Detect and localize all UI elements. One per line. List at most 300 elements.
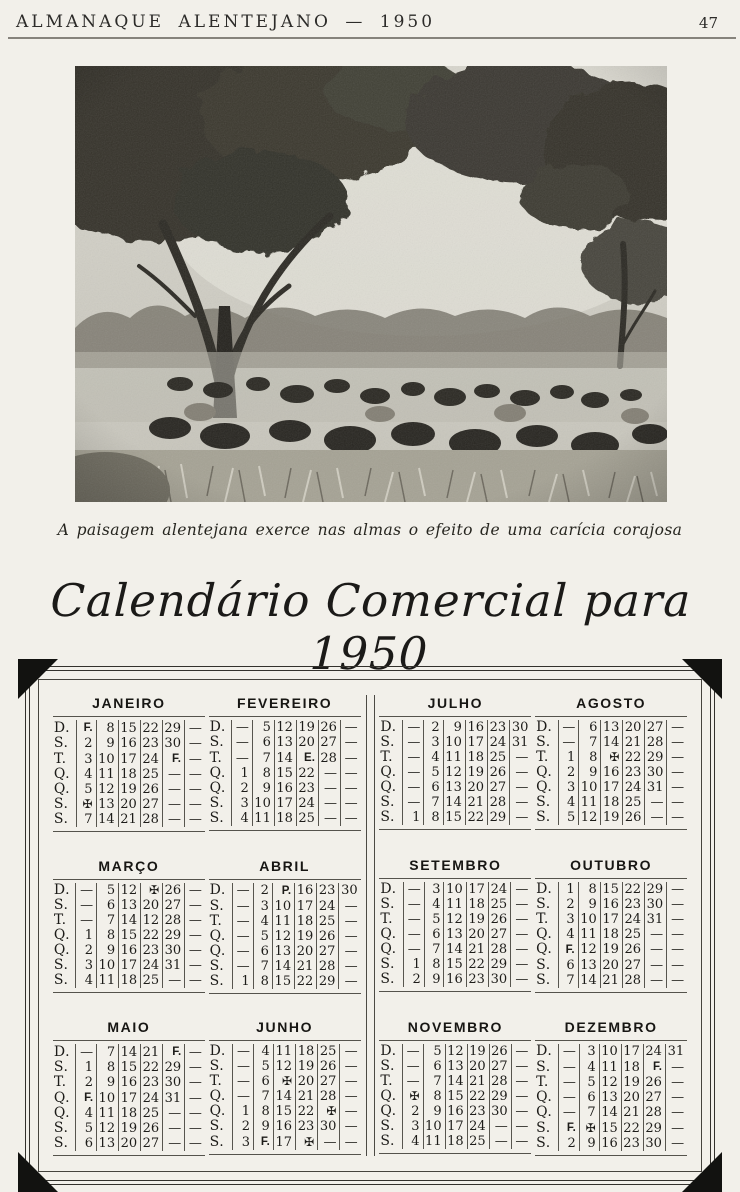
empty-dash: — bbox=[671, 810, 685, 825]
day-cell bbox=[511, 942, 532, 957]
weekday-row bbox=[535, 912, 687, 927]
day-cell bbox=[665, 1136, 687, 1151]
day-cell: 1 bbox=[232, 1104, 253, 1119]
day-cell: 19 bbox=[621, 1075, 643, 1090]
day-of-week-label: T. bbox=[209, 912, 223, 929]
day-cell: 23 bbox=[296, 781, 318, 796]
day-cell: 22 bbox=[141, 1060, 163, 1075]
photo-caption: A paisagem alentejana exerce nas almas o efeito de uma carícia corajosa bbox=[57, 521, 683, 539]
weekday-row bbox=[209, 899, 361, 914]
empty-dash: — bbox=[236, 1044, 250, 1059]
day-of-week-label: T. bbox=[209, 1073, 223, 1089]
empty-dash: — bbox=[344, 1119, 358, 1134]
day-cell: 22 bbox=[295, 974, 317, 989]
day-cell: 26 bbox=[488, 765, 510, 780]
day-of-week-label: T. bbox=[209, 749, 223, 766]
month-table bbox=[535, 720, 687, 825]
day-of-week-label: S. bbox=[380, 970, 395, 987]
weekday-row bbox=[379, 1104, 531, 1119]
weekday-row bbox=[209, 1119, 361, 1134]
day-cell bbox=[184, 782, 204, 797]
empty-dash: — bbox=[344, 913, 358, 929]
day-cell: 20 bbox=[467, 1059, 489, 1074]
day-cell: 27 bbox=[163, 898, 185, 913]
day-cell: 3 bbox=[76, 958, 97, 973]
day-of-week-label: D. bbox=[380, 880, 397, 897]
day-cell: 18 bbox=[296, 1044, 318, 1059]
day-cell: 26 bbox=[489, 1044, 511, 1059]
empty-dash: — bbox=[236, 913, 250, 929]
weekday-row bbox=[379, 897, 531, 912]
day-cell bbox=[185, 883, 205, 898]
day-cell: 14 bbox=[119, 913, 141, 928]
day-cell bbox=[665, 1105, 687, 1120]
day-cell bbox=[162, 782, 184, 797]
month-name: JULHO bbox=[427, 695, 484, 711]
weekday-row bbox=[379, 972, 531, 987]
empty-dash: — bbox=[494, 1119, 508, 1134]
day-cell: 13 bbox=[96, 797, 118, 812]
day-cell: 23 bbox=[317, 883, 339, 899]
day-cell: 13 bbox=[274, 735, 296, 750]
day-cell: 23 bbox=[141, 1075, 163, 1090]
day-of-week-label: S. bbox=[536, 1058, 551, 1075]
day-cell: 18 bbox=[445, 1134, 467, 1149]
day-cell: 24 bbox=[488, 882, 510, 897]
day-cell: 29 bbox=[163, 928, 185, 943]
day-cell: 9 bbox=[424, 972, 444, 987]
day-cell: 14 bbox=[599, 1105, 621, 1120]
day-cell: 14 bbox=[444, 942, 466, 957]
month-table bbox=[379, 720, 531, 825]
empty-dash: — bbox=[235, 735, 249, 750]
day-cell: 3 bbox=[424, 735, 443, 750]
day-cell: 21 bbox=[621, 1105, 643, 1120]
day-cell bbox=[76, 913, 97, 928]
holiday-letter: F. bbox=[260, 1136, 270, 1148]
day-of-week-label: S. bbox=[536, 895, 551, 912]
day-cell: 28 bbox=[622, 973, 644, 988]
day-cell bbox=[558, 1044, 579, 1059]
day-cell bbox=[185, 1136, 205, 1151]
empty-dash: — bbox=[562, 1059, 576, 1075]
day-cell: 2 bbox=[232, 781, 253, 796]
day-cell: 9 bbox=[252, 781, 274, 796]
day-cell: 7 bbox=[424, 795, 443, 810]
day-cell bbox=[402, 1074, 423, 1089]
weekday-row bbox=[209, 781, 361, 796]
day-of-week-label: Q. bbox=[380, 1088, 397, 1104]
religious-feast-cross-icon: ✠ bbox=[149, 882, 160, 897]
day-cell: 30 bbox=[489, 1104, 511, 1119]
day-cell: 5 bbox=[253, 1059, 273, 1074]
day-cell: 21 bbox=[466, 942, 488, 957]
month-name: OUTUBRO bbox=[570, 856, 653, 873]
day-cell: 10 bbox=[444, 882, 466, 897]
day-cell: 10 bbox=[579, 780, 601, 795]
day-cell: 12 bbox=[445, 1044, 467, 1059]
empty-dash: — bbox=[188, 972, 202, 988]
day-cell: 30 bbox=[162, 736, 184, 751]
empty-dash: — bbox=[167, 797, 181, 812]
day-cell: 11 bbox=[96, 767, 118, 782]
day-cell: 2 bbox=[558, 765, 579, 780]
day-cell: 22 bbox=[622, 882, 644, 897]
day-cell: 1 bbox=[76, 928, 97, 943]
empty-dash: — bbox=[515, 750, 529, 765]
day-of-week-label: S. bbox=[53, 956, 69, 973]
day-cell bbox=[76, 883, 97, 898]
day-cell: 18 bbox=[601, 795, 623, 810]
weekday-row bbox=[379, 810, 531, 825]
page-header-title: ALMANAQUE ALENTEJANO — 1950 bbox=[16, 12, 436, 32]
day-cell bbox=[667, 810, 687, 825]
empty-dash: — bbox=[344, 1044, 358, 1059]
day-cell: 28 bbox=[318, 750, 340, 766]
day-cell: 28 bbox=[163, 913, 185, 928]
day-of-week-label: D. bbox=[53, 881, 71, 898]
month-table-wrap bbox=[53, 879, 205, 993]
day-cell bbox=[318, 1134, 340, 1150]
day-cell: 8 bbox=[424, 957, 444, 972]
day-cell: 8 bbox=[96, 720, 118, 736]
day-of-week-label: S. bbox=[209, 734, 225, 750]
day-cell: 23 bbox=[623, 765, 645, 780]
empty-dash: — bbox=[515, 765, 529, 780]
month-table-wrap bbox=[209, 716, 361, 831]
day-cell bbox=[511, 972, 532, 987]
empty-dash: — bbox=[671, 795, 685, 810]
weekday-row bbox=[209, 766, 361, 781]
day-cell: 26 bbox=[141, 1121, 163, 1136]
day-cell: 24 bbox=[467, 1119, 489, 1134]
day-cell: 5 bbox=[76, 782, 96, 797]
day-cell: 18 bbox=[466, 897, 488, 912]
day-cell bbox=[296, 750, 318, 766]
day-of-week-label: S. bbox=[536, 809, 551, 825]
weekday-row bbox=[379, 765, 531, 780]
day-cell: 19 bbox=[467, 1044, 489, 1059]
day-of-week-label: Q. bbox=[209, 765, 226, 781]
month-table-wrap bbox=[535, 1040, 687, 1156]
day-of-week-label: D. bbox=[536, 719, 553, 735]
day-cell: 15 bbox=[119, 928, 141, 943]
empty-dash: — bbox=[407, 881, 421, 897]
day-cell: 7 bbox=[423, 1074, 445, 1089]
day-of-week-label: T. bbox=[380, 749, 394, 765]
day-cell: 17 bbox=[273, 1134, 295, 1150]
day-cell bbox=[318, 796, 340, 811]
empty-dash: — bbox=[188, 736, 202, 751]
weekday-row bbox=[379, 750, 531, 765]
day-cell: 2 bbox=[76, 736, 96, 751]
day-cell bbox=[667, 942, 687, 958]
day-of-week-label: S. bbox=[380, 794, 395, 810]
empty-dash: — bbox=[407, 735, 421, 750]
day-cell: 7 bbox=[579, 735, 601, 750]
day-cell: 6 bbox=[76, 1136, 97, 1151]
day-cell: 20 bbox=[296, 1074, 318, 1089]
day-cell: 27 bbox=[488, 927, 510, 942]
day-of-week-label: S. bbox=[380, 734, 395, 750]
day-cell: 2 bbox=[76, 943, 97, 958]
weekday-row bbox=[379, 1059, 531, 1074]
empty-dash: — bbox=[406, 1074, 420, 1089]
day-cell: 3 bbox=[424, 882, 444, 897]
day-cell bbox=[232, 1089, 253, 1104]
day-cell bbox=[340, 1119, 361, 1134]
weekday-row bbox=[53, 898, 205, 913]
day-cell: 9 bbox=[579, 1136, 599, 1151]
weekday-row bbox=[53, 812, 205, 827]
weekday-row bbox=[379, 780, 531, 795]
day-cell bbox=[645, 973, 667, 988]
day-cell: 3 bbox=[558, 780, 579, 795]
day-of-week-label: Q. bbox=[53, 1105, 71, 1121]
day-of-week-label: Q. bbox=[53, 941, 71, 958]
day-cell: 5 bbox=[76, 1121, 97, 1136]
empty-dash: — bbox=[323, 766, 337, 781]
day-cell: 3 bbox=[76, 751, 96, 767]
day-of-week-label: T. bbox=[53, 750, 67, 767]
empty-dash: — bbox=[80, 912, 94, 928]
day-cell: 22 bbox=[621, 1120, 643, 1136]
day-cell bbox=[403, 882, 424, 897]
day-cell bbox=[511, 882, 532, 897]
day-cell: 12 bbox=[274, 720, 296, 735]
weekday-row bbox=[53, 1136, 205, 1151]
empty-dash: — bbox=[515, 1104, 529, 1119]
day-cell bbox=[163, 1121, 185, 1136]
day-cell bbox=[558, 1105, 579, 1120]
empty-dash: — bbox=[671, 780, 685, 795]
day-of-week-label: D. bbox=[53, 1043, 71, 1060]
weekday-row bbox=[535, 1075, 687, 1090]
day-cell bbox=[339, 914, 361, 929]
day-cell: 27 bbox=[318, 735, 340, 750]
day-of-week-label: S. bbox=[536, 971, 551, 988]
day-cell: 11 bbox=[252, 811, 274, 826]
empty-dash: — bbox=[235, 720, 249, 735]
weekday-row bbox=[209, 1089, 361, 1104]
empty-dash: — bbox=[188, 1044, 202, 1060]
weekday-row bbox=[209, 796, 361, 811]
day-cell: 19 bbox=[295, 929, 317, 944]
day-cell: 5 bbox=[558, 810, 579, 825]
day-cell: 28 bbox=[318, 1089, 340, 1104]
month-table-wrap bbox=[535, 716, 687, 830]
day-of-week-label: S. bbox=[536, 734, 551, 750]
day-cell: 17 bbox=[445, 1119, 467, 1134]
empty-dash: — bbox=[562, 1075, 576, 1090]
weekday-row bbox=[535, 735, 687, 750]
weekday-row bbox=[379, 1089, 531, 1104]
empty-dash: — bbox=[515, 941, 529, 957]
calendar-left-half bbox=[51, 695, 363, 1156]
empty-dash: — bbox=[515, 1044, 529, 1059]
day-cell: 10 bbox=[272, 899, 294, 914]
day-cell: 7 bbox=[424, 942, 444, 957]
calendar-right-half bbox=[378, 695, 690, 1156]
day-of-week-label: Q. bbox=[380, 925, 397, 942]
empty-dash: — bbox=[515, 1119, 529, 1134]
empty-dash: — bbox=[407, 765, 421, 780]
day-cell: 15 bbox=[599, 1120, 621, 1136]
day-cell: 31 bbox=[645, 780, 667, 795]
empty-dash: — bbox=[344, 781, 358, 796]
day-cell: 9 bbox=[579, 765, 601, 780]
day-cell: 25 bbox=[140, 767, 162, 782]
empty-dash: — bbox=[323, 796, 337, 811]
day-cell: 25 bbox=[296, 811, 318, 826]
page-number: 47 bbox=[698, 14, 718, 32]
day-cell: 12 bbox=[444, 912, 466, 927]
day-cell: 19 bbox=[601, 810, 623, 825]
day-cell: 30 bbox=[163, 1075, 185, 1090]
day-cell bbox=[403, 795, 424, 810]
day-cell: 25 bbox=[317, 914, 339, 929]
religious-feast-cross-icon: ✠ bbox=[609, 750, 620, 764]
day-cell bbox=[273, 1074, 295, 1089]
day-cell: 12 bbox=[96, 782, 118, 797]
weekday-row bbox=[379, 912, 531, 927]
day-cell bbox=[511, 1059, 531, 1074]
day-cell: 29 bbox=[489, 1089, 511, 1104]
day-cell bbox=[667, 912, 687, 927]
day-cell: 12 bbox=[443, 765, 465, 780]
day-cell bbox=[665, 1120, 687, 1136]
empty-dash: — bbox=[562, 1105, 576, 1120]
weekday-row bbox=[53, 1090, 205, 1106]
weekday-row bbox=[53, 973, 205, 988]
empty-dash: — bbox=[515, 1089, 529, 1104]
day-cell bbox=[185, 928, 205, 943]
empty-dash: — bbox=[671, 1105, 685, 1120]
empty-dash: — bbox=[407, 750, 421, 765]
day-cell bbox=[510, 810, 532, 825]
day-cell: 18 bbox=[274, 811, 296, 826]
day-cell: 11 bbox=[579, 795, 601, 810]
day-cell bbox=[489, 1134, 511, 1149]
day-cell: 29 bbox=[488, 957, 510, 972]
day-cell: 11 bbox=[423, 1134, 445, 1149]
weekday-row bbox=[53, 782, 205, 797]
month-name: ABRIL bbox=[259, 857, 311, 874]
empty-dash: — bbox=[515, 926, 529, 942]
empty-dash: — bbox=[562, 720, 576, 735]
day-cell: 28 bbox=[489, 1074, 511, 1089]
empty-dash: — bbox=[344, 720, 358, 735]
day-cell bbox=[76, 797, 96, 812]
day-cell bbox=[403, 897, 424, 912]
weekday-row bbox=[535, 897, 687, 912]
day-cell: 16 bbox=[465, 720, 487, 735]
weekday-row bbox=[53, 1060, 205, 1075]
day-cell bbox=[579, 1120, 599, 1136]
day-cell bbox=[232, 1074, 253, 1089]
day-cell: 30 bbox=[645, 765, 667, 780]
day-cell: 26 bbox=[140, 782, 162, 797]
day-cell: 20 bbox=[296, 735, 318, 750]
day-cell: 17 bbox=[621, 1044, 643, 1059]
day-cell bbox=[511, 957, 532, 972]
weekday-row bbox=[379, 1134, 531, 1149]
day-cell bbox=[184, 812, 204, 827]
day-cell bbox=[272, 883, 294, 899]
day-cell: 30 bbox=[645, 897, 667, 912]
day-cell: 16 bbox=[445, 1104, 467, 1119]
empty-dash: — bbox=[515, 810, 529, 825]
empty-dash: — bbox=[344, 943, 358, 959]
day-cell bbox=[162, 751, 184, 767]
day-cell bbox=[339, 944, 361, 959]
empty-dash: — bbox=[188, 897, 202, 913]
religious-feast-cross-icon: ✠ bbox=[409, 1089, 420, 1103]
day-cell: 24 bbox=[622, 912, 644, 927]
day-cell bbox=[601, 750, 623, 765]
weekday-row bbox=[379, 1119, 531, 1134]
day-of-week-label: Q. bbox=[380, 779, 397, 795]
day-cell bbox=[339, 974, 361, 989]
day-cell: 27 bbox=[317, 944, 339, 959]
month-table bbox=[209, 1044, 361, 1150]
month-name: FEVEREIRO bbox=[236, 695, 333, 711]
empty-dash: — bbox=[188, 1090, 202, 1106]
month-table-wrap bbox=[379, 1040, 531, 1154]
empty-dash: — bbox=[236, 883, 250, 898]
weekday-row bbox=[535, 1044, 687, 1059]
religious-feast-cross-icon: ✠ bbox=[281, 1074, 293, 1088]
center-divider-rule bbox=[366, 695, 375, 1156]
day-cell bbox=[665, 1059, 687, 1075]
day-cell: 24 bbox=[296, 796, 318, 811]
weekday-row bbox=[53, 736, 205, 751]
day-cell: 7 bbox=[76, 812, 96, 827]
month-name: JANEIRO bbox=[92, 695, 166, 711]
day-cell: 21 bbox=[141, 1044, 163, 1060]
weekday-row bbox=[209, 735, 361, 750]
day-cell: 13 bbox=[272, 944, 294, 959]
empty-dash: — bbox=[671, 911, 685, 927]
day-cell bbox=[667, 897, 687, 912]
day-cell bbox=[162, 767, 184, 782]
empty-dash: — bbox=[188, 912, 202, 928]
empty-dash: — bbox=[344, 796, 358, 811]
calendar-title: Calendário Comercial para 1950 bbox=[49, 574, 693, 680]
empty-dash: — bbox=[188, 720, 202, 736]
month-fevereiro bbox=[209, 695, 361, 832]
empty-dash: — bbox=[671, 720, 685, 735]
day-cell bbox=[667, 735, 687, 750]
weekday-row bbox=[535, 720, 687, 735]
weekday-row bbox=[379, 1074, 531, 1089]
empty-dash: — bbox=[188, 782, 202, 797]
day-cell: 13 bbox=[599, 1090, 621, 1105]
empty-dash: — bbox=[344, 1059, 358, 1074]
day-cell: 21 bbox=[465, 795, 487, 810]
day-cell bbox=[645, 795, 667, 810]
day-of-week-label: T. bbox=[536, 910, 549, 927]
day-cell: 8 bbox=[579, 750, 601, 765]
month-name: MARÇO bbox=[98, 857, 160, 874]
day-cell: 8 bbox=[97, 928, 119, 943]
day-of-week-label: S. bbox=[209, 1118, 225, 1134]
day-cell bbox=[558, 735, 579, 750]
day-cell bbox=[185, 898, 205, 913]
day-of-week-label: T. bbox=[380, 910, 394, 927]
day-cell: 6 bbox=[253, 1074, 273, 1089]
day-cell: 16 bbox=[118, 736, 140, 751]
